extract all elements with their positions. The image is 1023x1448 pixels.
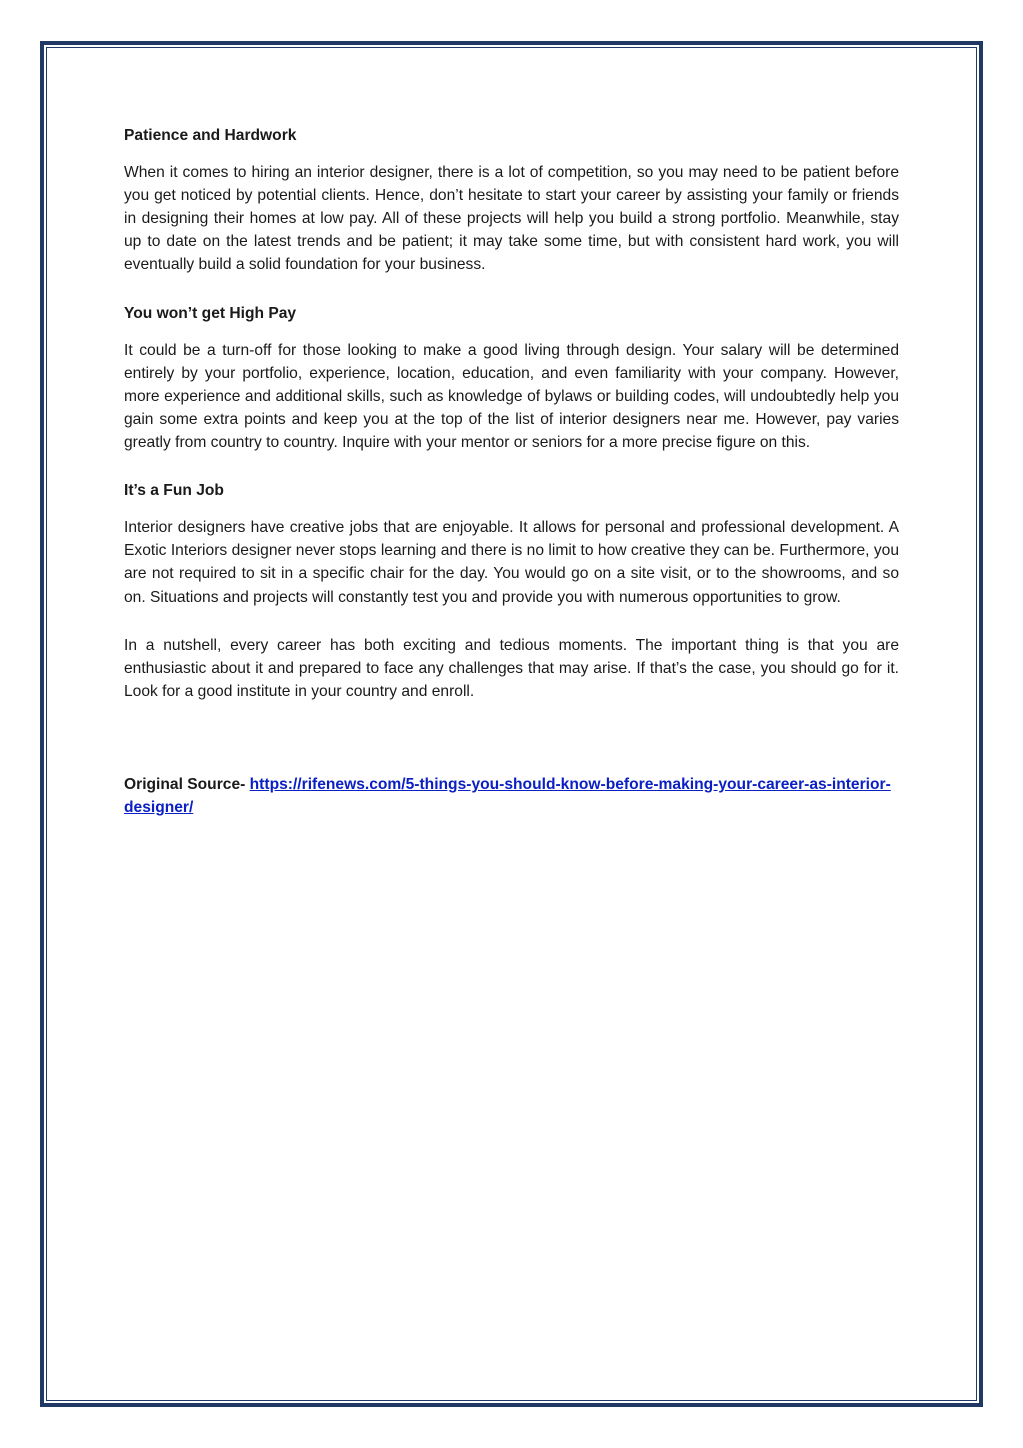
section-heading: You won’t get High Pay [124, 304, 297, 322]
section-patience [124, 124, 899, 277]
document-body [124, 124, 899, 819]
paragraph: In a nutshell, every career has both exciting and tedious moments. The important thing is that you are enthusiastic about it and prepared to face any challenges that may arise. If that’s the case, you should go for it. Look for a good institute in your country and enroll. [124, 636, 899, 700]
section-fun-job [124, 479, 899, 703]
section-pay [124, 302, 899, 455]
paragraph: Interior designers have creative jobs that are enjoyable. It allows for personal and professional development. A Exotic Interiors designer never stops learning and there is no limit to how creative they can be. Furthermore, you are not required to sit in a specific chair for the day. You would go on a site visit, or to the showrooms, and so on. Situations and projects will constantly test you and provide you with numerous opportunities to grow. [124, 519, 899, 606]
source-label: Original Source- [124, 775, 250, 793]
paragraph: It could be a turn-off for those looking to make a good living through design. Your salary will be determined entirely by your portfolio, experience, location, education, and even familiarity with your company. However, more experience and additional skills, such as knowledge of bylaws or building codes, will undoubtedly help you gain some extra points and keep you at the top of the list of interior designers near me. However, pay varies greatly from country to country. Inquire with your mentor or seniors for a more precise figure on this. [124, 341, 899, 452]
paragraph: When it comes to hiring an interior designer, there is a lot of competition, so you may need to be patient before you get noticed by potential clients. Hence, don’t hesitate to start your career by assisting your family or friends in designing their homes at low pay. All of these projects will help you build a strong portfolio. Meanwhile, stay up to date on the latest trends and be patient; it may take some time, but with consistent hard work, you will eventually build a solid foundation for your business. [124, 164, 899, 274]
section-heading: Patience and Hardwork [124, 127, 297, 144]
original-source [124, 773, 899, 819]
source-link[interactable]: https://rifenews.com/5-things-you-should-know-before-making-your-career-as-interior-designer/ [124, 775, 891, 816]
section-heading: It’s a Fun Job [124, 482, 224, 500]
